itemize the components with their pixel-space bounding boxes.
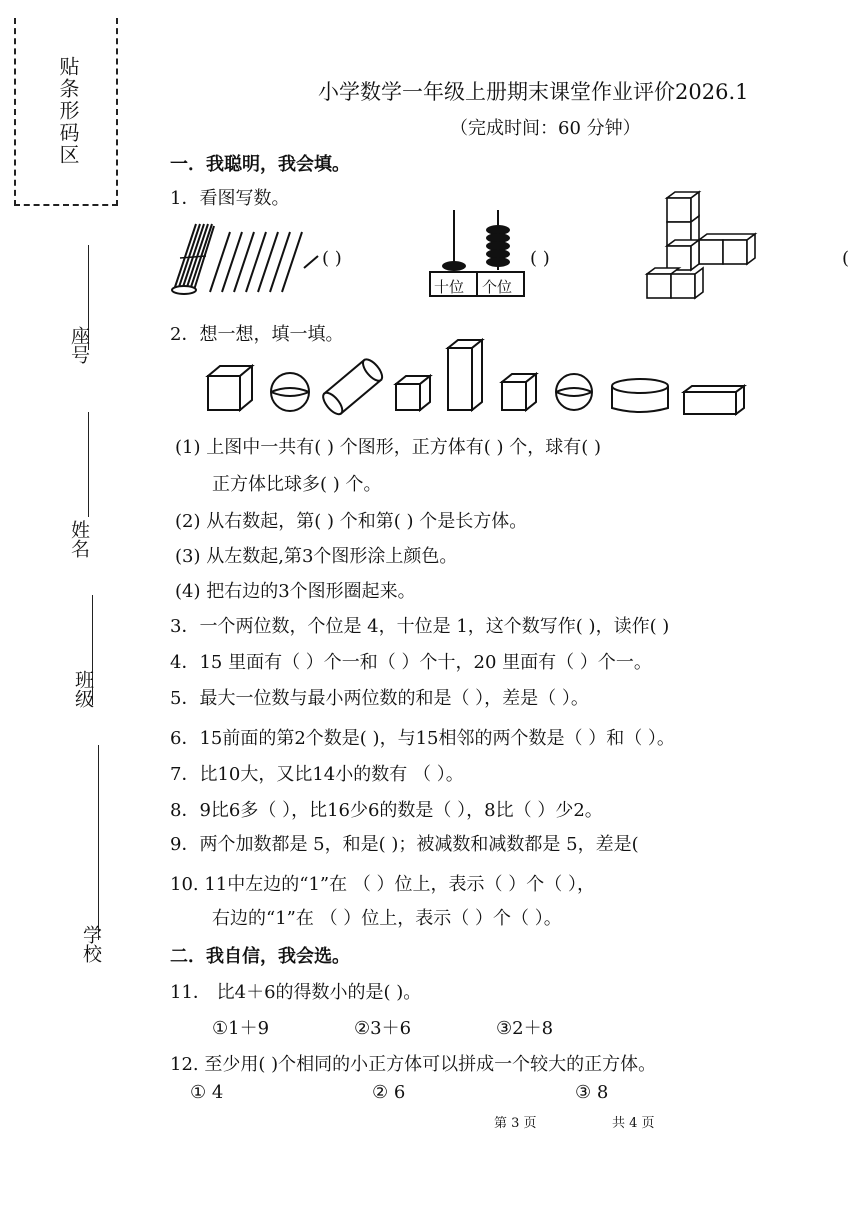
- q1-blank-2[interactable]: ( ): [530, 248, 550, 269]
- cubes-picture: [645, 190, 765, 302]
- q1-blank-1[interactable]: ( ): [322, 248, 342, 269]
- page-number: 第 3 页: [494, 1116, 537, 1131]
- barcode-area: [14, 18, 118, 206]
- q6: 6．15前面的第2个数是( )，与15相邻的两个数是（ ）和（ ）。: [170, 728, 675, 749]
- q2-1-line-b: 正方体比球多( ) 个。: [212, 474, 382, 495]
- class-label: 班级: [72, 670, 94, 708]
- section1-heading: 一．我聪明，我会填。: [170, 154, 350, 175]
- q12-option-1[interactable]: ① 4: [190, 1082, 224, 1103]
- q2-1-line-a: (1) 上图中一共有( ) 个图形，正方体有( ) 个，球有( ): [175, 437, 601, 458]
- seat-label: 座号: [68, 326, 90, 364]
- abacus-tens-label: 十位: [434, 278, 465, 296]
- q11-option-2[interactable]: ②3＋6: [354, 1018, 412, 1039]
- page-subtitle: （完成时间：60 分钟）: [450, 118, 641, 139]
- solids-picture: [200, 336, 750, 416]
- abacus-ones-label: 个位: [482, 278, 513, 296]
- sticks-picture: [170, 218, 320, 298]
- q4: 4．15 里面有（ ）个一和（ ）个十，20 里面有（ ）个一。: [170, 652, 652, 673]
- page-title: 小学数学一年级上册期末课堂作业评价2026.1: [318, 80, 749, 104]
- q11-option-1[interactable]: ①1＋9: [212, 1018, 270, 1039]
- q12-option-2[interactable]: ② 6: [372, 1082, 406, 1103]
- q2-3: (3) 从左数起,第3个图形涂上颜色。: [175, 546, 458, 567]
- q12-option-3[interactable]: ③ 8: [575, 1082, 609, 1103]
- q8: 8．9比6多（ ），比16少6的数是（ ），8比（ ）少2。: [170, 800, 603, 821]
- school-label: 学校: [80, 925, 102, 963]
- school-line: [98, 745, 99, 940]
- barcode-label: 贴条形码区: [56, 56, 80, 166]
- q2-4: (4) 把右边的3个图形圈起来。: [175, 581, 416, 602]
- q2-2: (2) 从右数起，第( ) 个和第( ) 个是长方体。: [175, 511, 528, 532]
- q1-blank-3[interactable]: (: [842, 248, 850, 269]
- section2-heading: 二．我自信，我会选。: [170, 946, 350, 967]
- q3: 3．一个两位数，个位是 4，十位是 1，这个数写作( )，读作( ): [170, 616, 670, 637]
- total-pages: 共 4 页: [612, 1116, 655, 1131]
- q10-line-b: 右边的“1”在 （ ）位上，表示（ ）个（ ）。: [212, 908, 562, 929]
- name-label: 姓名: [68, 520, 90, 558]
- name-line: [88, 412, 89, 517]
- q12: 12. 至少用( )个相同的小正方体可以拼成一个较大的正方体。: [170, 1054, 657, 1075]
- q11: 11． 比4＋6的得数小的是( )。: [170, 982, 422, 1003]
- q1-prompt: 1．看图写数。: [170, 188, 290, 209]
- q10-line-a: 10. 11中左边的“1”在 （ ）位上，表示（ ）个（ ），: [170, 874, 595, 895]
- q2-prompt: 2．想一想，填一填。: [170, 324, 344, 345]
- q5: 5．最大一位数与最小两位数的和是（ ），差是（ ）。: [170, 688, 589, 709]
- q9: 9．两个加数都是 5，和是( )；被减数和减数都是 5，差是(: [170, 834, 639, 855]
- q7: 7．比10大，又比14小的数有 （ ）。: [170, 764, 464, 785]
- q11-option-3[interactable]: ③2＋8: [496, 1018, 554, 1039]
